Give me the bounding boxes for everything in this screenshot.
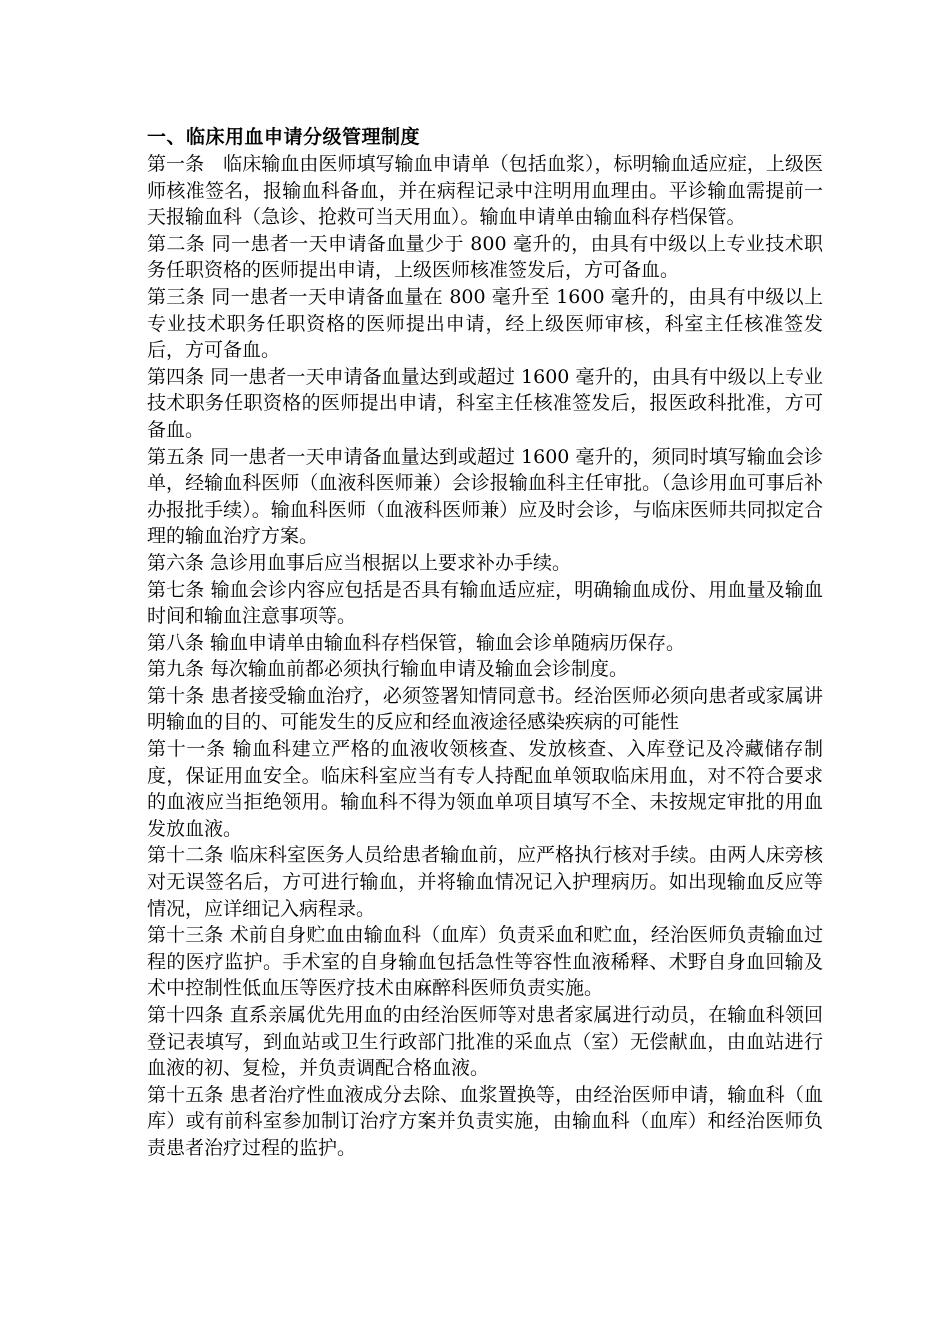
document-page: [147, 124, 823, 1162]
article-3: 第三条 同一患者一天申请备血量在 800 毫升至 1600 毫升的，由具有中级以上专业技术职务任职资格的医师提出申请，经上级医师审核，科室主任核准签发后，方可备血。: [147, 285, 823, 362]
document-title: 一、临床用血申请分级管理制度: [147, 126, 421, 148]
article-12: 第十二条 临床科室医务人员给患者输血前，应严格执行核对手续。由两人床旁核对无误签名后，方可进行输血，并将输血情况记入护理病历。如出现输血反应等情况，应详细记入病程录。: [147, 844, 823, 920]
article-9: 第九条 每次输血前都必须执行输血申请及输血会诊制度。: [147, 658, 629, 681]
article-5: 第五条 同一患者一天申请备血量达到或超过 1600 毫升的，须同时填写输血会诊单，经输血科医师（血液科医师兼）会诊报输血科主任审批。（急诊用血可事后补办报批手续）。输血科医师（血液科医师兼）应及时会诊，与临床医师共同拟定合理的输血治疗方案。: [147, 445, 823, 548]
article-13: 第十三条 术前自身贮血由输血科（血库）负责采血和贮血，经治医师负责输血过程的医疗监护。手术室的自身输血包括急性等容性血液稀释、术野自身血回输及术中控制性低血压等医疗技术由麻醉科医师负责实施。: [147, 924, 823, 1000]
article-6: 第六条 急诊用血事后应当根据以上要求补办手续。: [147, 551, 572, 574]
article-14: 第十四条 直系亲属优先用血的由经治医师等对患者家属进行动员，在输血科领回登记表填写，到血站或卫生行政部门批准的采血点（室）无偿献血，由血站进行血液的初、复检，并负责调配合格血液。: [147, 1004, 823, 1080]
article-11: 第十一条 输血科建立严格的血液收领核查、发放核查、入库登记及冷藏储存制度，保证用血安全。临床科室应当有专人持配血单领取临床用血，对不符合要求的血液应当拒绝领用。输血科不得为领血单项目填写不全、未按规定审批的用血发放血液。: [147, 738, 823, 840]
article-15: 第十五条 患者治疗性血液成分去除、血浆置换等，由经治医师申请，输血科（血库）或有前科室参加制订治疗方案并负责实施，由输血科（血库）和经治医师负责患者治疗过程的监护。: [147, 1083, 823, 1159]
article-2: 第二条 同一患者一天申请备血量少于 800 毫升的，由具有中级以上专业技术职务任职资格的医师提出申请，上级医师核准签发后，方可备血。: [147, 232, 823, 282]
article-1: 第一条 临床输血由医师填写输血申请单（包括血浆），标明输血适应症，上级医师核准签名，报输血科备血，并在病程记录中注明用血理由。平诊输血需提前一天报输血科（急诊、抢救可当天用血）。输血申请单由输血科存档保管。: [147, 153, 823, 229]
article-7: 第七条 输血会诊内容应包括是否具有输血适应症，明确输血成份、用血量及输血时间和输血注意事项等。: [147, 578, 823, 628]
article-4: 第四条 同一患者一天申请备血量达到或超过 1600 毫升的，由具有中级以上专业技术职务任职资格的医师提出申请，科室主任核准签发后，报医政科批准，方可备血。: [147, 365, 823, 441]
article-8: 第八条 输血申请单由输血科存档保管，输血会诊单随病历保存。: [147, 631, 686, 654]
article-10: 第十条 患者接受输血治疗，必须签署知情同意书。经治医师必须向患者或家属讲明输血的目的、可能发生的反应和经血液途径感染疾病的可能性: [147, 684, 823, 734]
